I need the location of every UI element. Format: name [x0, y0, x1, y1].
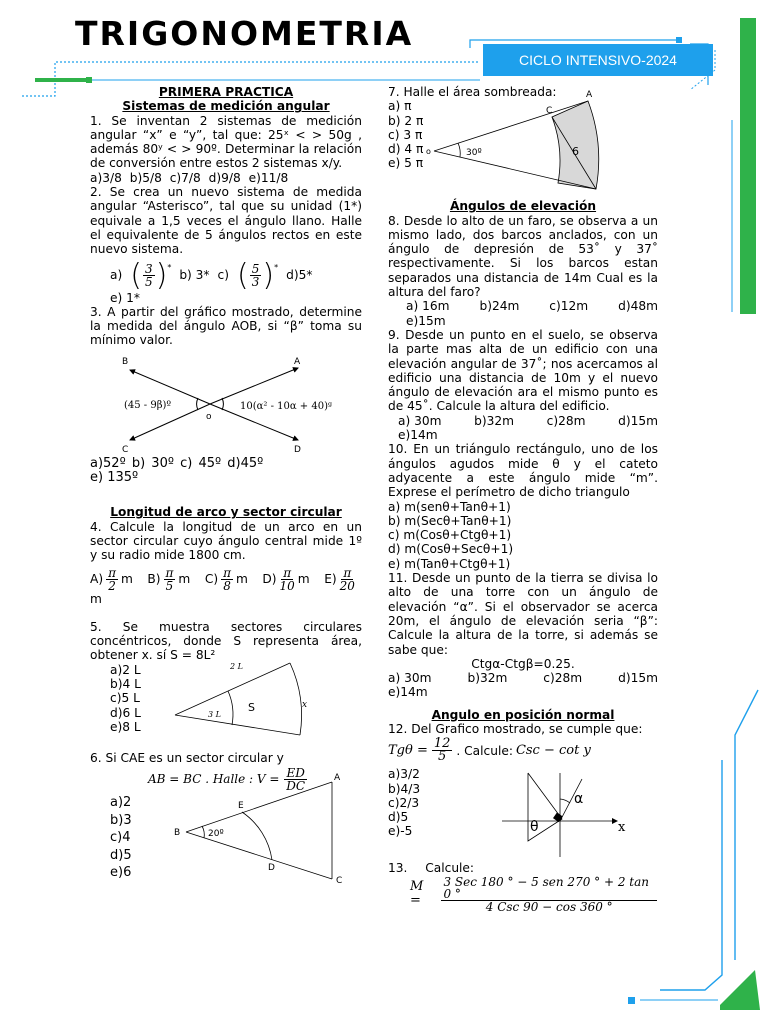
q5-option: e)8 L — [110, 719, 141, 734]
q3-label-d: D — [294, 444, 301, 455]
q7-option: d) 4 π — [388, 142, 424, 157]
right-column — [388, 85, 658, 913]
q8-option: a) 16m — [406, 299, 450, 314]
q10-option: b) m(Secθ+Tanθ+1) — [388, 513, 512, 528]
question-2: 2. Se crea un nuevo sistema de medida angular “Asterisco”, tal que su unidad (1*) equivale a 1,5 veces el ángulo llano. Halle el equivalente de 5 ángulos rectos en este nuevo sistema. — [90, 185, 362, 257]
q2-option-a: a) — [110, 268, 123, 283]
q12-alpha-label: α — [574, 791, 584, 808]
q6-option: a)2 — [110, 795, 132, 811]
question-4-options — [90, 567, 358, 592]
section-heading-arc: Longitud de arco y sector circular — [110, 505, 342, 520]
q10-option: c) m(Cosθ+Ctgθ+1) — [388, 528, 512, 543]
q11-option: b)32m — [467, 671, 508, 686]
question-6-formula: AB = BC . Halle : V = $\frac{ED}{DC}$ — [148, 766, 306, 794]
q8-option: c)12m — [549, 299, 589, 314]
question-8-option-e: e)15m — [406, 313, 446, 328]
q6-option: b)3 — [110, 812, 132, 828]
question-11-equation: Ctgα-Ctgβ=0.25. — [471, 656, 575, 671]
q4-option: A) $\frac{\pi}{2}$ m — [90, 565, 133, 593]
q5-option: b)4 L — [110, 677, 141, 692]
section-heading-angular: Sistemas de medición angular — [122, 99, 330, 114]
q6-option: d)5 — [110, 847, 132, 863]
q6-label-b: B — [174, 828, 181, 839]
practice-heading: PRIMERA PRACTICA — [158, 85, 294, 99]
q8-option: b)24m — [479, 299, 520, 314]
q3-crossed-lines-figure — [90, 352, 362, 457]
q3-label-c: C — [122, 444, 129, 455]
question-1: 1. Se inventan 2 sistemas de medición angular “x” e “y”, tal que: 25ˣ < > 50g , además 80ʸ < > 90º. Determinar la relación de conversión entre estos 2 sistemas x/y. — [90, 113, 362, 171]
question-4-tail: m — [90, 591, 102, 606]
q7-option: e) 5 π — [388, 156, 424, 171]
question-11-option-e: e)14m — [388, 685, 428, 700]
q2-option-c: c) — [217, 268, 229, 283]
q2-fraction-2: ( $\frac{5}{3}$ ) * — [237, 257, 279, 293]
question-10-options — [388, 500, 658, 571]
q7-angle-label: 30º — [466, 148, 482, 159]
q7-option: c) 3 π — [388, 127, 423, 142]
q3-left-angle: (45 - 9β)º — [124, 399, 172, 411]
q9-option: b)32m — [474, 413, 514, 428]
q5-outer-label: 2 L — [230, 661, 243, 671]
section-heading-normal-position: Angulo en posición normal — [431, 707, 615, 722]
q12-normal-position-figure — [494, 771, 644, 861]
q12-option: e)-5 — [388, 824, 413, 839]
cycle-banner: CICLO INTENSIVO-2024 — [483, 44, 713, 76]
q6-option: c)4 — [110, 830, 131, 846]
page-title: TRIGONOMETRIA — [75, 14, 414, 53]
question-7-options — [388, 99, 423, 170]
q6-label-c: C — [336, 876, 343, 887]
question-5: 5. Se muestra sectores circulares concéntricos, donde S representa área, obtener x. sí S = 8L² — [90, 619, 362, 663]
q10-option: d) m(Cosθ+Secθ+1) — [388, 542, 514, 557]
question-6: 6. Si CAE es un sector circular y — [90, 750, 284, 765]
question-4: 4. Calcule la longitud de un arco en un sector circular cuyo ángulo central mide 1º y su radio mide 1800 cm. — [90, 519, 362, 563]
q6-angle-label: 20º — [208, 829, 224, 840]
q3-label-a: A — [294, 356, 301, 367]
question-11: 11. Desde un punto de la tierra se divisa lo alto de una torre con un ángulo de elevación “α”. Si el observador se acerca 20m, el ángulo de elevación seria “β”: Calcule la altura de la torre, si además se sabe que: — [388, 571, 658, 657]
left-column — [90, 85, 362, 892]
q9-option: c)28m — [546, 413, 586, 428]
q5-concentric-sectors-figure — [170, 655, 320, 735]
q6-sector-figure — [172, 773, 362, 887]
q4-option: B) $\frac{\pi}{5}$ m — [147, 565, 191, 593]
q2-option-d: d)5* — [286, 268, 313, 283]
question-9: 9. Desde un punto en el suelo, se observa la parte mas alta de un edificio con una elevación angular de 37˚; nos acercamos al edificio una distancia de 10m y el nuevo ángulo de elevación ara el mismo punto es de 45˚. Calcule la altura del edificio. — [388, 327, 658, 414]
question-8-options — [388, 299, 658, 313]
question-12-formula: Tgθ = $\frac{12}{5}$ . Calcule: Csc − cot y — [388, 736, 591, 765]
question-11-options — [388, 671, 658, 685]
question-13: 13. Calcule: — [388, 861, 475, 876]
q12-theta-label: θ — [530, 819, 539, 836]
q6-label-a: A — [334, 773, 341, 784]
question-3: 3. A partir del gráfico mostrado, determine la medida del ángulo AOB, si “β” toma su mínimo valor. — [90, 304, 362, 348]
question-13-formula: M = $\frac{\text{3 Sec 180 ° − 5 sen 270 ° + 2 tan 0 °}}{\text{4 Csc 90 − cos 360 °}}$ — [388, 876, 658, 913]
q7-label-c: C — [546, 106, 553, 117]
q3-label-o: o — [206, 411, 212, 422]
q12-option: d)5 — [388, 810, 409, 825]
q10-option: a) m(senθ+Tanθ+1) — [388, 499, 511, 514]
question-10: 10. En un triángulo rectángulo, uno de los ángulos agudos mide θ y el cateto adyacente a este ángulo mide “m”. Exprese el perímetro de dicho triangulo — [388, 442, 658, 500]
q10-option: e) m(Tanθ+Ctgθ+1) — [388, 556, 511, 571]
q8-option: d)48m — [618, 299, 658, 314]
question-3-options: a)52º b) 30º c) 45º d)45º — [90, 455, 264, 471]
q9-option: a) 30m — [398, 413, 442, 428]
question-9-option-e: e)14m — [398, 428, 438, 443]
q4-option: C) $\frac{\pi}{8}$ m — [204, 565, 248, 593]
q4-option: E) $\frac{\pi}{20}$ — [324, 565, 355, 593]
question-12: 12. Del Grafico mostrado, se cumple que: — [388, 721, 643, 736]
question-7: 7. Halle el área sombreada: — [388, 85, 557, 99]
q2-option-b: b) 3* — [179, 268, 210, 283]
q11-option: c)28m — [543, 671, 583, 686]
q7-option: a) π — [388, 99, 412, 114]
question-8: 8. Desde lo alto de un faro, se observa a un mismo lado, dos barcos anclados, con un ángulo de depresión de 53˚ y 37˚ respectivamente. Si los barcos estan separados una distancia de 14m Cual es la altura del faro? — [388, 213, 658, 300]
q11-option: d)15m — [618, 671, 658, 686]
q2-fraction-1: ( $\frac{3}{5}$ ) * — [130, 257, 172, 293]
question-3-option-e: e) 135º — [90, 470, 139, 486]
q12-option: a)3/2 — [388, 767, 420, 782]
q5-option: c)5 L — [110, 691, 140, 706]
q6-option: e)6 — [110, 865, 132, 881]
q9-option: d)15m — [618, 413, 658, 428]
q4-option: D) $\frac{\pi}{10}$ m — [262, 565, 310, 593]
q3-label-b: B — [122, 356, 129, 367]
q11-option: a) 30m — [388, 671, 432, 686]
q6-label-d: D — [268, 863, 275, 874]
q5-area-label: S — [248, 700, 255, 714]
q7-shaded-sector-figure — [428, 89, 653, 199]
q7-option: b) 2 π — [388, 113, 424, 128]
question-6-options — [110, 794, 132, 882]
q5-option: a)2 L — [110, 662, 141, 677]
question-2-options — [90, 257, 362, 293]
q3-right-angle: 10(α² - 10α + 40)ᵍ — [240, 400, 332, 412]
q5-inner-label: 3 L — [208, 709, 221, 719]
q7-label-o: o — [426, 147, 431, 157]
q7-side-label: 6 — [572, 145, 579, 159]
q12-option: b)4/3 — [388, 781, 421, 796]
question-5-options — [110, 663, 141, 734]
section-heading-elevation: Ángulos de elevación — [449, 199, 597, 214]
q12-option: c)2/3 — [388, 795, 420, 810]
q2-option-e: e) 1* — [110, 290, 140, 305]
q6-label-e: E — [238, 801, 244, 812]
q12-x-label: x — [618, 820, 626, 836]
question-1-options: a)3/8 b)5/8 c)7/8 d)9/8 e)11/8 — [90, 170, 289, 185]
q5-option: d)6 L — [110, 705, 141, 720]
question-9-options — [388, 414, 658, 428]
q5-x-label: x — [302, 699, 308, 710]
q7-label-a: A — [586, 90, 593, 101]
question-12-options — [388, 767, 420, 838]
